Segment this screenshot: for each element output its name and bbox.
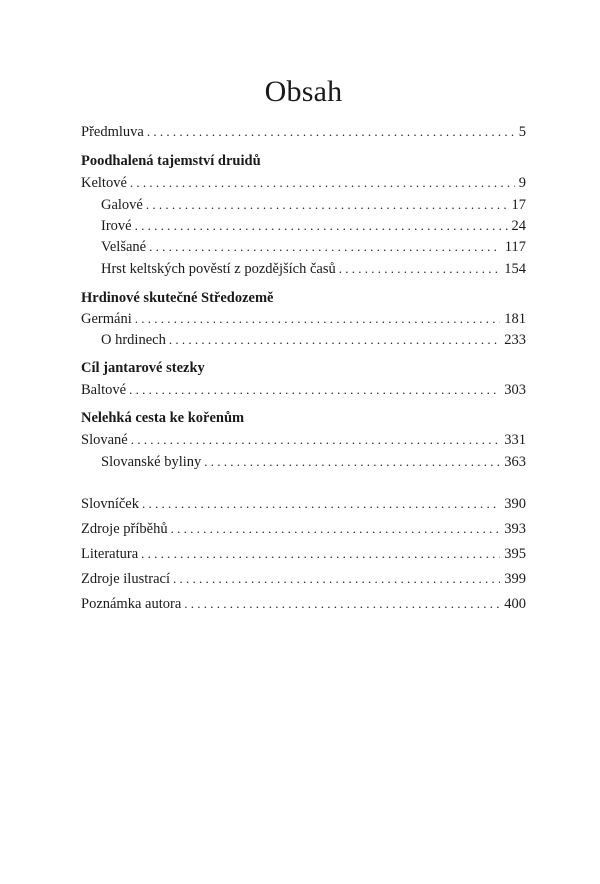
toc-entry-zdroje-pribehu[interactable]	[81, 518, 526, 540]
page-title: Obsah	[264, 75, 343, 108]
dot-leader	[339, 258, 500, 280]
toc-entry-page: 399	[504, 571, 526, 587]
toc-entry-page: 390	[504, 496, 526, 512]
dot-leader	[149, 236, 501, 258]
toc-entry-o-hrdinech[interactable]	[101, 329, 526, 351]
toc-entry-galove[interactable]	[101, 194, 526, 216]
toc-entry-label: Baltové	[81, 382, 127, 398]
toc-entry-label: Germáni	[81, 311, 132, 327]
toc-entry-label: Zdroje ilustrací	[81, 571, 170, 587]
toc-entry-slovanske-byliny[interactable]	[101, 451, 526, 473]
toc-entry-predmluva[interactable]	[81, 121, 526, 143]
toc-entry-label: Zdroje příběhů	[81, 521, 168, 537]
toc-entry-label: Velšané	[101, 239, 147, 255]
toc-entry-page: 395	[504, 546, 526, 562]
toc-entry-hrst[interactable]	[101, 258, 526, 280]
toc-entry-irove[interactable]	[101, 215, 526, 237]
toc-entry-literatura[interactable]	[81, 543, 526, 565]
toc-entry-slovane[interactable]	[81, 429, 526, 451]
toc-entry-page: 363	[504, 454, 526, 470]
toc-entry-label: Slované	[81, 432, 128, 448]
toc-entry-label: Hrst keltských pověstí z pozdějších časů	[101, 261, 336, 277]
dot-leader	[173, 568, 500, 590]
dot-leader	[130, 172, 515, 194]
toc-entry-page: 233	[504, 332, 526, 348]
dot-leader	[131, 429, 501, 451]
toc-entry-label: Irové	[101, 218, 132, 234]
toc-entry-poznamka-autora[interactable]	[81, 593, 526, 615]
dot-leader	[171, 518, 501, 540]
toc-entry-page: 24	[511, 218, 526, 234]
dot-leader	[141, 543, 500, 565]
toc-entry-slovnicek[interactable]	[81, 493, 526, 515]
toc-entry-page: 5	[518, 124, 526, 140]
dot-leader	[184, 593, 500, 615]
toc-entry-baltove[interactable]	[81, 379, 526, 401]
dot-leader	[142, 493, 500, 515]
dot-leader	[169, 329, 500, 351]
toc-entry-page: 181	[504, 311, 526, 327]
dot-leader	[135, 308, 501, 330]
toc-entry-label: Literatura	[81, 546, 139, 562]
toc-entry-page: 400	[504, 596, 526, 612]
toc-entry-label: O hrdinech	[101, 332, 166, 348]
toc-entry-page: 154	[504, 261, 526, 277]
toc-entry-label: Slovanské byliny	[101, 454, 202, 470]
toc-entry-zdroje-ilustraci[interactable]	[81, 568, 526, 590]
section-heading-korenum: Nelehká cesta ke kořenům	[81, 410, 245, 426]
toc-entry-label: Keltové	[81, 175, 127, 191]
toc-entry-velsane[interactable]	[101, 236, 526, 258]
toc-entry-label: Předmluva	[81, 124, 144, 140]
toc-entry-page: 9	[518, 175, 526, 191]
toc-entry-keltove[interactable]	[81, 172, 526, 194]
toc-entry-label: Poznámka autora	[81, 596, 182, 612]
toc-entry-page: 303	[504, 382, 526, 398]
dot-leader	[147, 121, 515, 143]
toc-entry-label: Galové	[101, 197, 143, 213]
dot-leader	[135, 215, 508, 237]
dot-leader	[204, 451, 500, 473]
toc-entry-page: 17	[511, 197, 526, 213]
toc-entry-page: 117	[504, 239, 526, 255]
toc-entry-page: 393	[504, 521, 526, 537]
dot-leader	[146, 194, 508, 216]
toc-entry-page: 331	[504, 432, 526, 448]
section-heading-stredozeme: Hrdinové skutečné Středozemě	[81, 290, 274, 306]
toc-entry-label: Slovníček	[81, 496, 139, 512]
section-heading-druidu: Poodhalená tajemství druidů	[81, 153, 261, 169]
section-heading-jantar: Cíl jantarové stezky	[81, 360, 205, 376]
dot-leader	[129, 379, 500, 401]
toc-entry-germani[interactable]	[81, 308, 526, 330]
